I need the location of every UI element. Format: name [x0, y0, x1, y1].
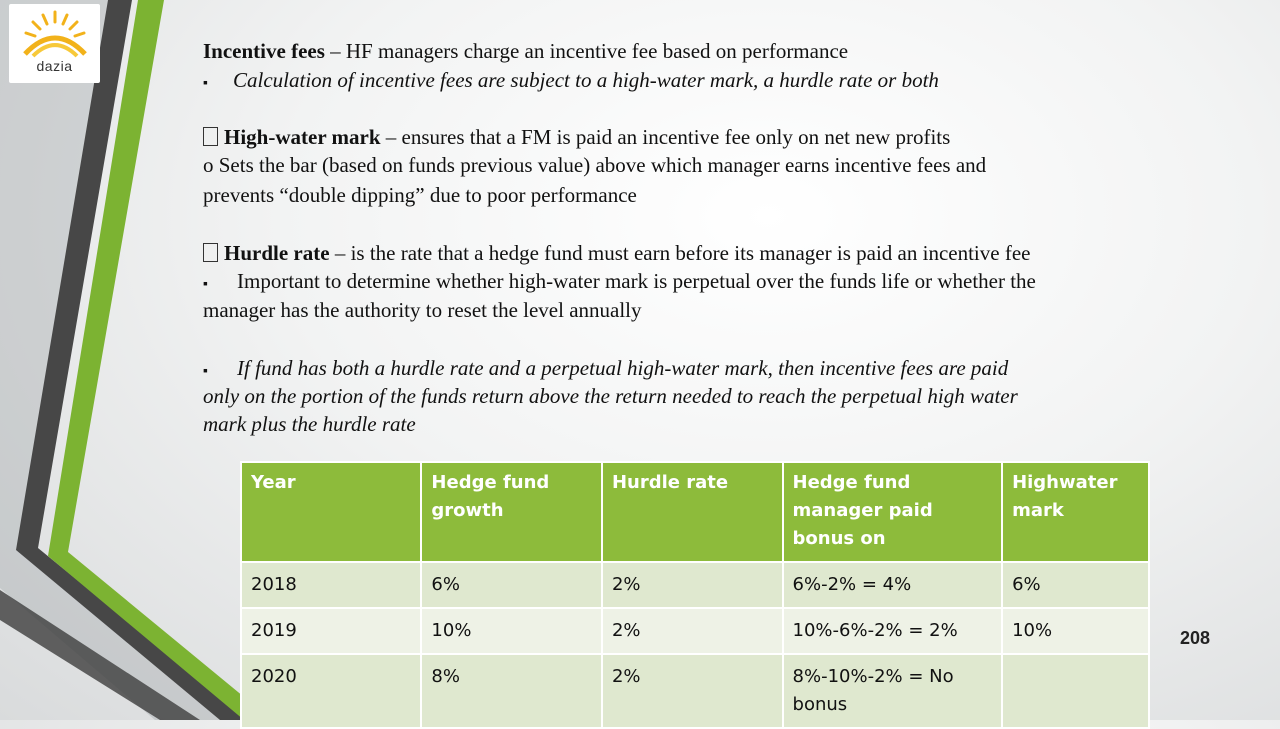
header-bonus: Hedge fund manager paid bonus on — [783, 462, 1003, 562]
incentive-fee-table — [240, 461, 1150, 729]
cell-growth: 8% — [421, 654, 602, 728]
cell-year: 2019 — [241, 608, 421, 654]
hurdle-sub-line-1 — [203, 267, 1036, 299]
both-line-2: only on the portion of the funds return above the return needed to reach the perpetual high water — [203, 384, 1018, 408]
both-text-1: If fund has both a hurdle rate and a perpetual high-water mark, then incentive fees are paid — [237, 356, 1009, 380]
table-header-row — [241, 462, 1149, 562]
square-bullet-icon: ▪ — [203, 364, 208, 379]
cell-bonus: 8%-10%-2% = No bonus — [783, 654, 1003, 728]
hwm-sub-line-1: o Sets the bar (based on funds previous value) above which manager earns incentive fees and — [203, 153, 987, 177]
high-water-mark-text: – ensures that a FM is paid an incentive fee only on net new profits — [380, 125, 951, 149]
sun-icon — [9, 4, 100, 60]
hurdle-rate-heading — [203, 239, 1030, 268]
page-number: 208 — [1180, 628, 1211, 648]
calc-bullet-text: Calculation of incentive fees are subject to a high-water mark, a hurdle rate or both — [233, 68, 939, 92]
cell-highwater: 10% — [1002, 608, 1149, 654]
logo — [9, 4, 100, 83]
hurdle-sub-line-2: manager has the authority to reset the level annually — [203, 298, 642, 322]
header-growth: Hedge fund growth — [421, 462, 602, 562]
cell-hurdle: 2% — [602, 608, 783, 654]
cell-hurdle: 2% — [602, 654, 783, 728]
calc-bullet — [203, 66, 939, 98]
incentive-fees-heading — [203, 37, 848, 66]
header-hurdle: Hurdle rate — [602, 462, 783, 562]
checkbox-glyph-icon — [203, 243, 218, 262]
header-year: Year — [241, 462, 421, 562]
logo-text: dazia — [36, 58, 73, 74]
header-highwater: Highwater mark — [1002, 462, 1149, 562]
high-water-mark-heading — [203, 123, 950, 152]
incentive-fees-title: Incentive fees — [203, 39, 325, 63]
both-line-3: mark plus the hurdle rate — [203, 412, 416, 436]
table-row — [241, 562, 1149, 608]
hurdle-rate-title: Hurdle rate — [224, 241, 330, 265]
table-row — [241, 654, 1149, 728]
high-water-mark-title: High-water mark — [224, 125, 381, 149]
cell-bonus: 10%-6%-2% = 2% — [783, 608, 1003, 654]
cell-growth: 6% — [421, 562, 602, 608]
cell-year: 2018 — [241, 562, 421, 608]
square-bullet-icon: ▪ — [203, 76, 208, 91]
cell-highwater: 6% — [1002, 562, 1149, 608]
cell-hurdle: 2% — [602, 562, 783, 608]
checkbox-glyph-icon — [203, 127, 218, 146]
hurdle-sub-text-1: Important to determine whether high-water mark is perpetual over the funds life or whether the — [237, 269, 1036, 293]
square-bullet-icon: ▪ — [203, 277, 208, 292]
hwm-sub-line-2: prevents “double dipping” due to poor performance — [203, 183, 637, 207]
hurdle-rate-text: – is the rate that a hedge fund must earn before its manager is paid an incentive fee — [329, 241, 1031, 265]
cell-highwater — [1002, 654, 1149, 728]
table-row — [241, 608, 1149, 654]
cell-bonus: 6%-2% = 4% — [783, 562, 1003, 608]
incentive-fees-text: – HF managers charge an incentive fee based on performance — [324, 39, 849, 63]
cell-year: 2020 — [241, 654, 421, 728]
cell-growth: 10% — [421, 608, 602, 654]
